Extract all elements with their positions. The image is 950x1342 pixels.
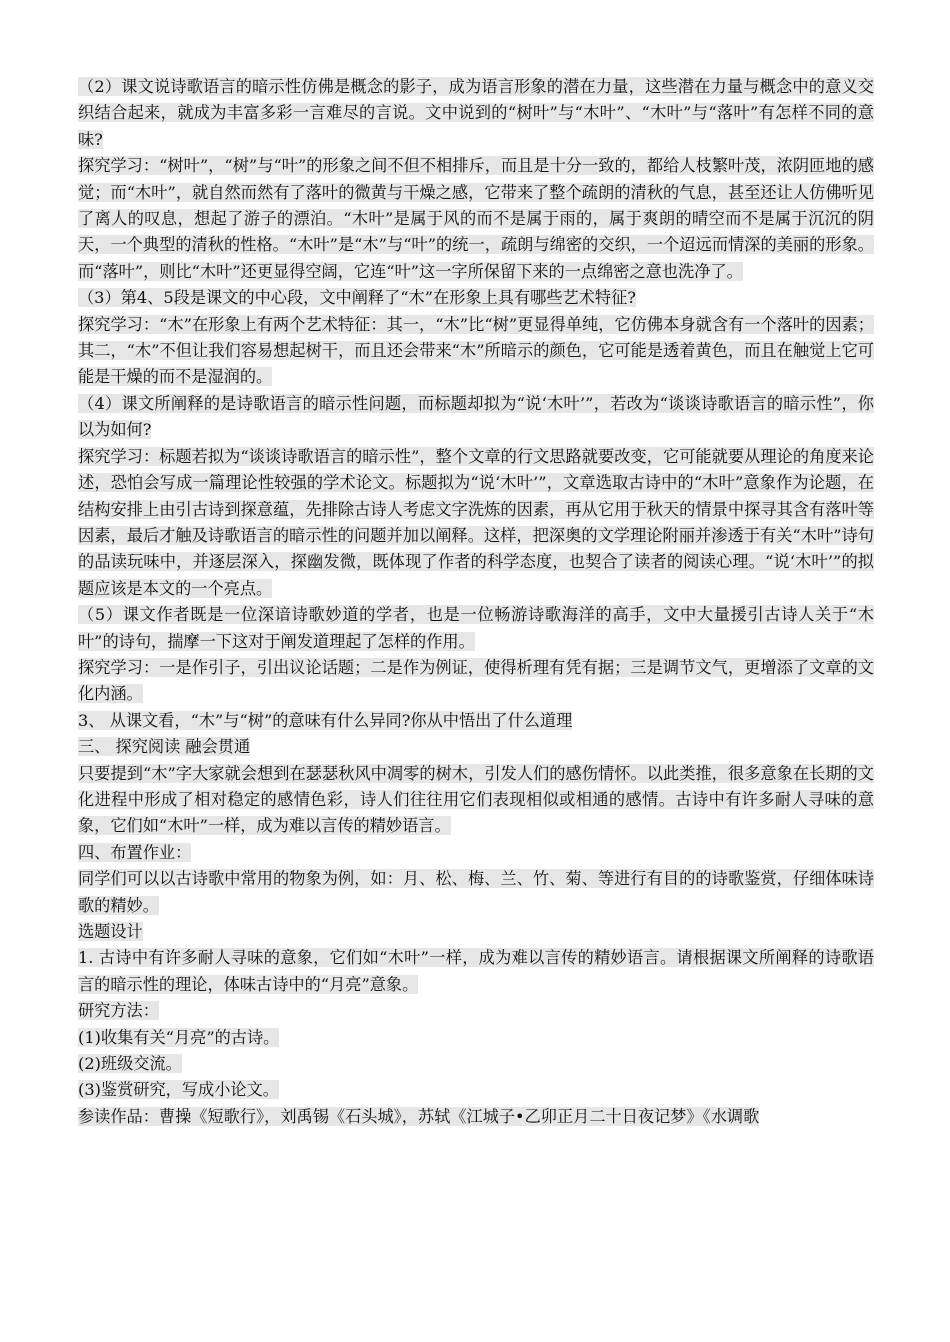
- question-3-text: （3）第4、5段是课文的中心段，文中阐释了“木”在形象上具有哪些艺术特征?: [78, 288, 636, 308]
- answer-3: [78, 312, 874, 391]
- question-5-text: （5）课文作者既是一位深谙诗歌妙道的学者，也是一位畅游诗歌海洋的高手，文中大量援引古诗人关于“木叶”的诗句，揣摩一下这对于阐发道理起了怎样的作用。: [78, 605, 874, 651]
- section-3-body-text: 只要提到“木”字大家就会想到在瑟瑟秋风中凋零的树木，引发人们的感伤情怀。以此类推，很多意象在长期的文化进程中形成了相对稳定的感情色彩，诗人们往往用它们表现相似或相通的感情。古诗中有许多耐人寻味的意象，它们如“木叶”一样，成为难以言传的精妙语言。: [78, 763, 874, 836]
- method-heading: [78, 998, 874, 1024]
- answer-2: [78, 153, 874, 285]
- topic-design-heading: [78, 919, 874, 945]
- section-4-body: [78, 866, 874, 919]
- item-3-text: 3、 从课文看，“木”与“树”的意味有什么异同?你从中悟出了什么道理: [78, 710, 573, 730]
- answer-5: [78, 655, 874, 708]
- reading-list: [78, 1104, 874, 1130]
- reading-list-text: 参读作品：曹操《短歌行》，刘禹锡《石头城》，苏轼《江城子•乙卯正月二十日夜记梦》《水调歌: [78, 1106, 760, 1126]
- question-3: [78, 285, 874, 311]
- topic-1-text: 1. 古诗中有许多耐人寻味的意象，它们如“木叶”一样，成为难以言传的精妙语言。请根据课文所阐释的诗歌语言的暗示性的理论，体味古诗中的“月亮”意象。: [78, 948, 874, 994]
- answer-4: [78, 444, 874, 602]
- question-2: [78, 74, 874, 153]
- answer-2-text: 探究学习：“树叶”，“树”与“叶”的形象之间不但不相排斥，而且是十分一致的，都给人枝繁叶茂，浓阴匝地的感觉；而“木叶”，就自然而然有了落叶的微黄与干燥之感，它带来了整个疏朗的清秋的气息，甚至还让人仿佛听见了离人的叹息，想起了游子的漂泊。“木叶”是属于风的而不是属于雨的，属于爽朗的晴空而不是属于沉沉的阴天，一个典型的清秋的性格。“木叶”是“木”与“叶”的统一，疏朗与绵密的交织，一个迢远而情深的美丽的形象。而“落叶”，则比“木叶”还更显得空阔，它连“叶”这一字所保留下来的一点绵密之意也洗净了。: [78, 156, 874, 281]
- topic-design-heading-text: 选题设计: [78, 922, 143, 941]
- section-3-heading-text: 三、 探究阅读 融会贯通: [78, 737, 251, 757]
- document-page: [78, 74, 874, 1130]
- method-1: [78, 1025, 874, 1051]
- answer-5-text: 探究学习：一是作引子，引出议论话题；二是作为例证，使得析理有凭有据；三是调节文气，更增添了文章的文化内涵。: [78, 657, 874, 704]
- method-1-text: (1)收集有关“月亮”的古诗。: [78, 1027, 280, 1047]
- section-4-heading-text: 四、布置作业：: [78, 842, 192, 862]
- section-4-body-text: 同学们可以以古诗歌中常用的物象为例，如：月、松、梅、兰、竹、菊、等进行有目的的诗歌鉴赏，仔细体味诗歌的精妙。: [78, 869, 874, 915]
- question-2-text: （2）课文说诗歌语言的暗示性仿佛是概念的影子，成为语言形象的潜在力量，这些潜在力量与概念中的意义交织结合起来，就成为丰富多彩一言难尽的言说。文中说到的“树叶”与“木叶”、“木叶”与“落叶”有怎样不同的意味?: [78, 77, 874, 149]
- topic-1: [78, 945, 874, 998]
- method-3-text: (3)鉴赏研究，写成小论文。: [78, 1080, 279, 1100]
- section-4-heading: [78, 840, 874, 866]
- item-3: [78, 708, 874, 734]
- question-4: [78, 391, 874, 444]
- method-heading-text: 研究方法：: [78, 1001, 159, 1021]
- method-2-text: (2)班级交流。: [78, 1054, 182, 1074]
- section-3-body: [78, 761, 874, 840]
- method-3: [78, 1077, 874, 1103]
- question-5: [78, 602, 874, 655]
- question-4-text: （4）课文所阐释的是诗歌语言的暗示性问题，而标题却拟为“说‘木叶’”，若改为“谈谈诗歌语言的暗示性”，你以为如何?: [78, 393, 874, 440]
- section-3-heading: [78, 734, 874, 760]
- method-2: [78, 1051, 874, 1077]
- answer-4-text: 探究学习：标题若拟为“谈谈诗歌语言的暗示性”，整个文章的行文思路就要改变，它可能就要从理论的角度来论述，恐怕会写成一篇理论性较强的学术论文。标题拟为“说‘木叶’”，文章选取古诗中的“木叶”意象作为论题，在结构安排上由引古诗到探意蕴，先排除古诗人考虑文字洗炼的因素，再从它用于秋天的情景中探寻其含有落叶等因素，最后才触及诗歌语言的暗示性的问题并加以阐释。这样，把深奥的文学理论附丽并渗透于有关“木叶”诗句的品读玩味中，并逐层深入，探幽发微，既体现了作者的科学态度，也契合了读者的阅读心理。“说‘木叶’”的拟题应该是本文的一个亮点。: [78, 446, 874, 598]
- answer-3-text: 探究学习：“木”在形象上有两个艺术特征：其一，“木”比“树”更显得单纯，它仿佛本身就含有一个落叶的因素；其二，“木”不但让我们容易想起树干，而且还会带来“木”所暗示的颜色，它可能是透着黄色，而且在触觉上它可能是干燥的而不是湿润的。: [78, 314, 874, 387]
